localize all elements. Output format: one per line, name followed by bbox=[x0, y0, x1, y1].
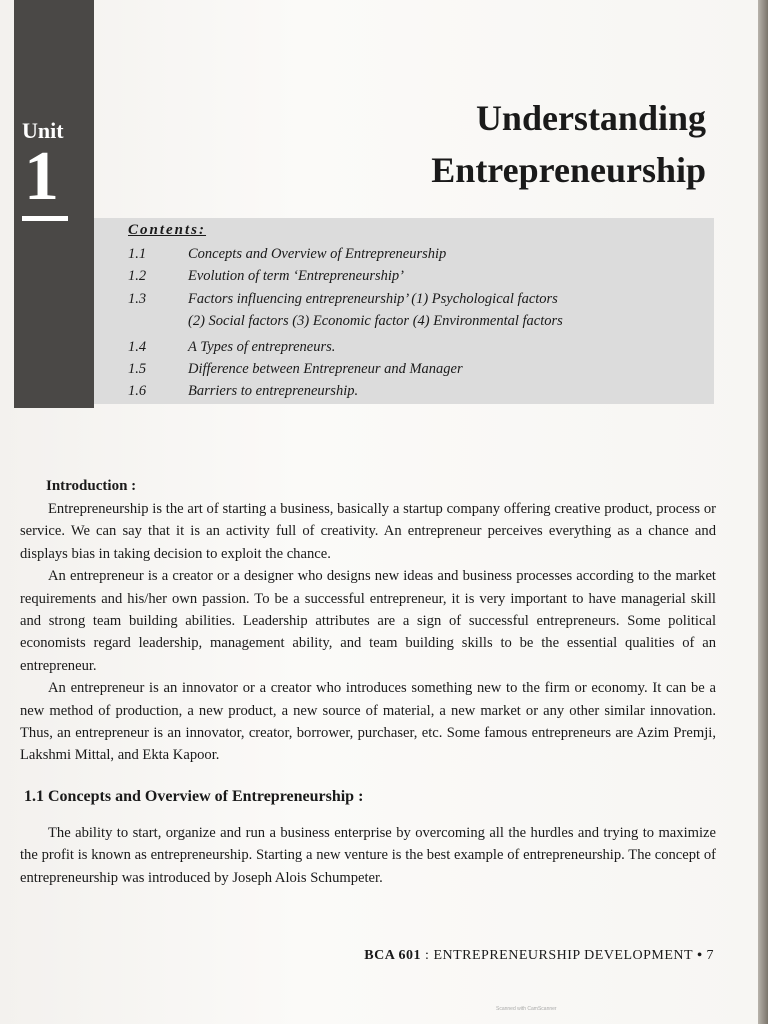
toc-item bbox=[128, 361, 463, 378]
toc-item-text: Barriers to entrepreneurship. bbox=[188, 383, 359, 399]
toc-item bbox=[128, 339, 335, 356]
toc-item-number: 1.5 bbox=[128, 361, 147, 377]
chapter-title-line-2: Entrepreneurship bbox=[431, 150, 706, 190]
footer-subject: ENTREPRENEURSHIP DEVELOPMENT bbox=[433, 948, 694, 963]
page-edge-shadow bbox=[758, 0, 768, 1024]
toc-item-number: 1.6 bbox=[128, 383, 147, 399]
toc-item bbox=[128, 268, 404, 285]
toc-item-text: (2) Social factors (3) Economic factor (4) Environmental factors bbox=[188, 313, 563, 329]
page-footer bbox=[364, 948, 714, 964]
footer-bullet: • bbox=[693, 948, 707, 963]
introduction-paragraph: An entrepreneur is an innovator or a creator who introduces something new to the firm or economy. It can be a new method of production, a new product, a new source of material, a new market or any other similar innovation. Thus, an entrepreneur is an innovator, creator, borrower, purchaser, etc. Some famous entrepreneurs are Azim Premji, Lakshmi Mittal, and Ekta Kapoor. bbox=[20, 680, 716, 764]
chapter-title bbox=[431, 92, 706, 196]
toc-item-text: Difference between Entrepreneur and Manager bbox=[188, 361, 463, 377]
toc-item-number: 1.1 bbox=[128, 246, 147, 262]
unit-label: Unit bbox=[22, 118, 64, 143]
introduction-heading: Introduction : bbox=[46, 478, 137, 494]
toc-item bbox=[128, 383, 358, 400]
introduction-paragraph: Entrepreneurship is the art of starting a business, basically a startup company offering creative product, process or service. We can say that it is an activity full of creativity. An entrepreneur perceives everything as a chance and displays bias in taking decision to exploit the chance. bbox=[20, 501, 716, 562]
toc-item-text: Evolution of term ‘Entrepreneurship’ bbox=[188, 268, 404, 284]
unit-number: 1 bbox=[24, 138, 59, 215]
toc-item-number: 1.2 bbox=[128, 268, 147, 284]
toc-item-text: Factors influencing entrepreneurship’ (1) Psychological factors bbox=[188, 291, 558, 307]
toc-item bbox=[128, 246, 446, 263]
section-heading: 1.1 Concepts and Overview of Entrepreneurship : bbox=[24, 788, 364, 805]
page-number: 7 bbox=[706, 948, 714, 963]
toc-item-text: A Types of entrepreneurs. bbox=[188, 339, 336, 355]
chapter-title-line-1: Understanding bbox=[475, 98, 706, 138]
footer-course-code: BCA 601 bbox=[364, 948, 422, 963]
introduction-paragraph: An entrepreneur is a creator or a designer who designs new ideas and business processes according to the market requirements and his/her own passion. To be a successful entrepreneur, it is very important to have managerial skill and strong team building abilities. Leadership attributes are a sign of successful entrepreneurs. Some political economists regard leadership, management ability, and team building skills to be the essential qualities of an entrepreneur. bbox=[20, 568, 716, 674]
unit-number-underline bbox=[22, 216, 68, 221]
contents-heading: Contents: bbox=[128, 222, 207, 238]
toc-item-number: 1.4 bbox=[128, 339, 147, 355]
section-paragraph: The ability to start, organize and run a business enterprise by overcoming all the hurdles and trying to maximize the profit is known as entrepreneurship. Starting a new venture is the best example of entrepreneurship. The concept of entrepreneurship was introduced by Joseph Alois Schumpeter. bbox=[20, 825, 716, 886]
scanner-watermark: Scanned with CamScanner bbox=[496, 1006, 557, 1012]
section-body bbox=[20, 822, 716, 889]
toc-item-text: Concepts and Overview of Entrepreneurship bbox=[188, 246, 447, 262]
toc-item-number: 1.3 bbox=[128, 291, 147, 307]
introduction-body bbox=[20, 498, 716, 767]
footer-separator: : bbox=[421, 948, 434, 963]
toc-item bbox=[128, 291, 558, 308]
toc-item-continuation bbox=[128, 313, 563, 330]
